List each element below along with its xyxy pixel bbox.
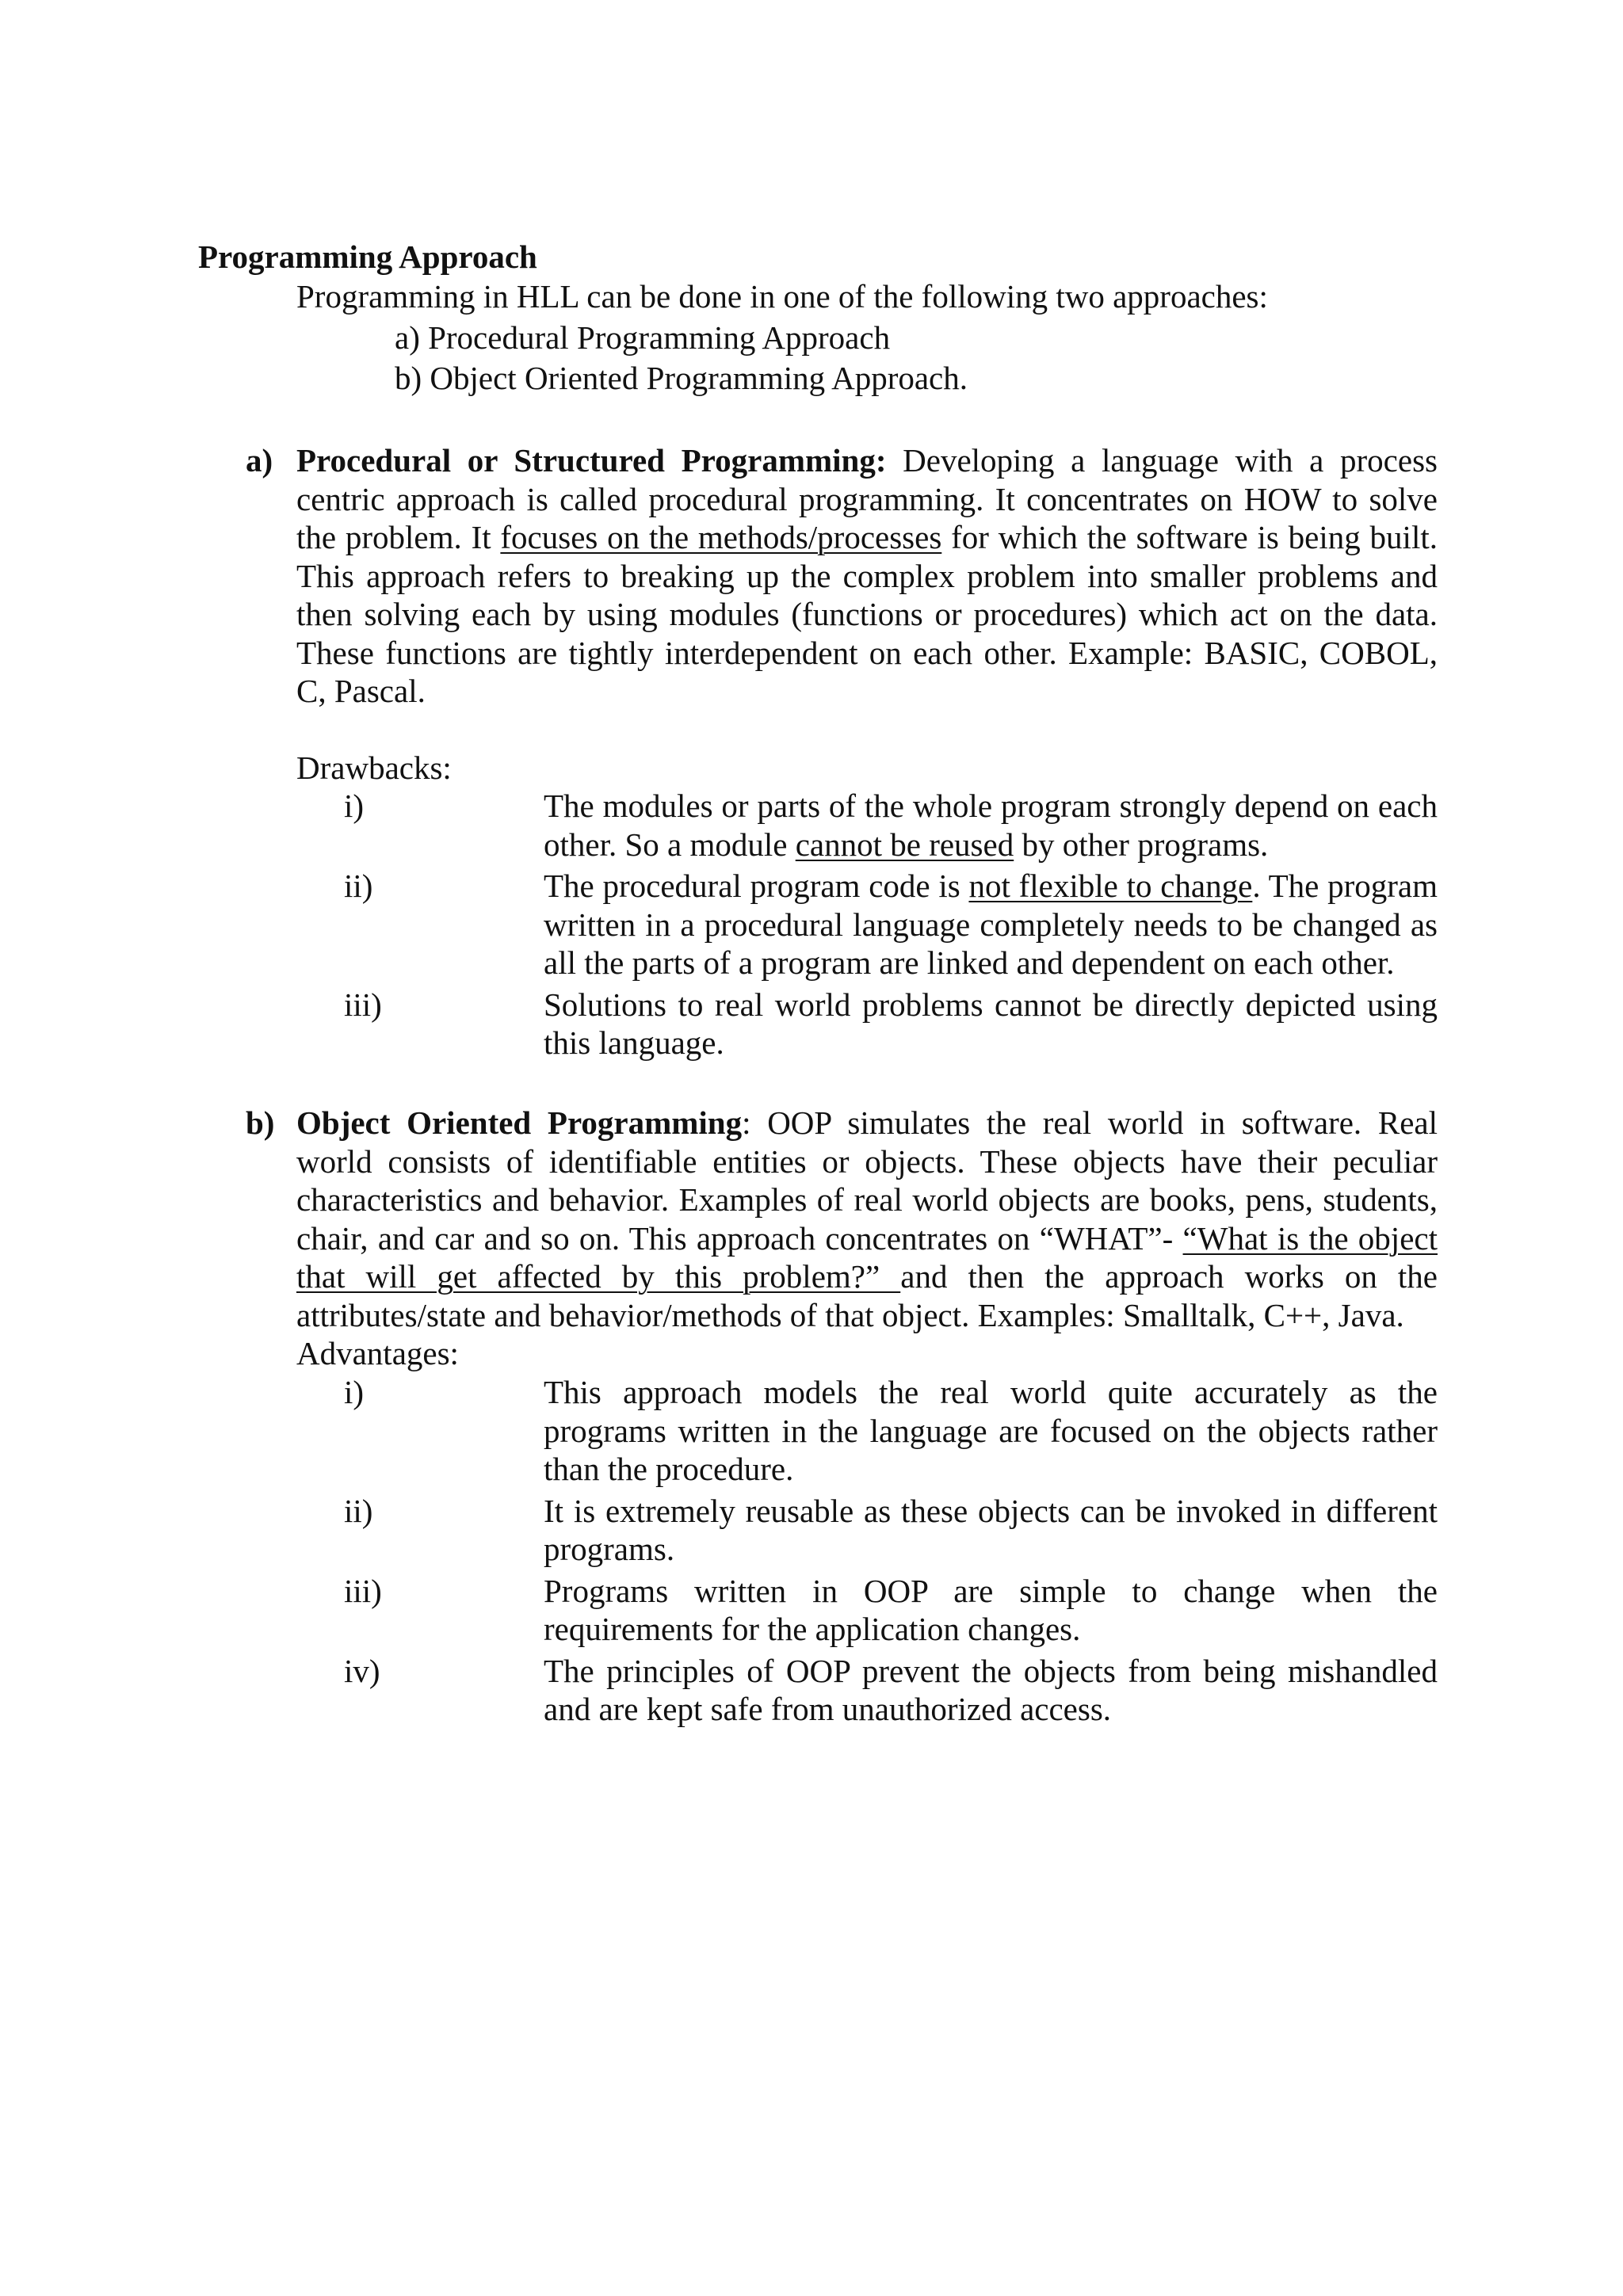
- drawback-underline: cannot be reused: [795, 826, 1014, 863]
- oop-paragraph: [296, 1104, 1438, 1334]
- procedural-underline-1: focuses on the methods/processes: [500, 519, 942, 555]
- procedural-text-2: for which the software is being built. This approach refers to breaking up the complex problem into smaller problems and then solving each by using modules (functions or procedures) which act on the data. These functions are tightly interdependent on each other. Example: BASIC, COBOL, C, Pascal.: [296, 519, 1438, 709]
- drawbacks-list: [344, 787, 1438, 1062]
- advantage-item: iii) Programs written in OOP are simple to change when the requirements for the application changes.: [344, 1572, 1438, 1647]
- drawback-item: ii) The procedural program code is not flexible to change. The program written in a procedural language completely needs to be changed as all the parts of a program are linked and dependent on each other.: [344, 868, 1438, 981]
- advantage-number: iii): [344, 1572, 382, 1609]
- drawback-underline: not flexible to change: [968, 868, 1253, 904]
- page-title: Programming Approach: [198, 238, 537, 275]
- drawback-item: i) The modules or parts of the whole program strongly depend on each other. So a module cannot be reused by other programs.: [344, 788, 1438, 863]
- procedural-heading: Procedural or Structured Programming:: [296, 442, 887, 479]
- advantage-number: i): [344, 1374, 365, 1410]
- advantage-item: i) This approach models the real world quite accurately as the programs written in the language are focused on the objects rather than the procedure.: [344, 1374, 1438, 1487]
- oop-heading: Object Oriented Programming: [296, 1104, 743, 1141]
- drawback-item: iii) Solutions to real world problems cannot be directly depicted using this language.: [344, 986, 1438, 1061]
- intro-text: Programming in HLL can be done in one of the following two approaches:: [296, 278, 1268, 315]
- advantage-item: iv) The principles of OOP prevent the objects from being mishandled and are kept safe from unauthorized access.: [344, 1652, 1438, 1727]
- intro-option-a: a) Procedural Programming Approach: [395, 319, 891, 356]
- intro-option-b: b) Object Oriented Programming Approach.: [395, 360, 968, 396]
- advantage-number: iv): [344, 1652, 380, 1689]
- procedural-text-1: Developing a language with a process centric approach is called procedural programming. It concentrates on HOW to solve the problem. It: [296, 442, 1438, 555]
- oop-text-1: : OOP simulates the real world in software. Real world consists of identifiable entities or objects. These objects have their peculiar characteristics and behavior. Examples of real world objects are books, pens, students, chair, and car and so on. This approach concentrates on “WHAT”-: [296, 1104, 1438, 1257]
- oop-text-2: and then the approach works on the attributes/state and behavior/methods of that object. Examples: Smalltalk, C++, Java.: [296, 1258, 1438, 1333]
- advantage-item: ii) It is extremely reusable as these objects can be invoked in different programs.: [344, 1492, 1438, 1567]
- drawback-number: i): [344, 788, 365, 824]
- advantages-label: Advantages:: [296, 1335, 459, 1371]
- oop-underline-1: “What is the object that will get affected by this problem?”: [296, 1219, 1438, 1295]
- drawbacks-label: Drawbacks:: [296, 749, 452, 786]
- advantages-list: [344, 1373, 1438, 1729]
- drawback-number: iii): [344, 986, 382, 1023]
- advantage-number: ii): [344, 1492, 373, 1529]
- section-marker-a: a): [246, 442, 273, 479]
- section-marker-b: b): [246, 1104, 275, 1141]
- drawback-number: ii): [344, 868, 373, 904]
- procedural-paragraph: [296, 441, 1438, 711]
